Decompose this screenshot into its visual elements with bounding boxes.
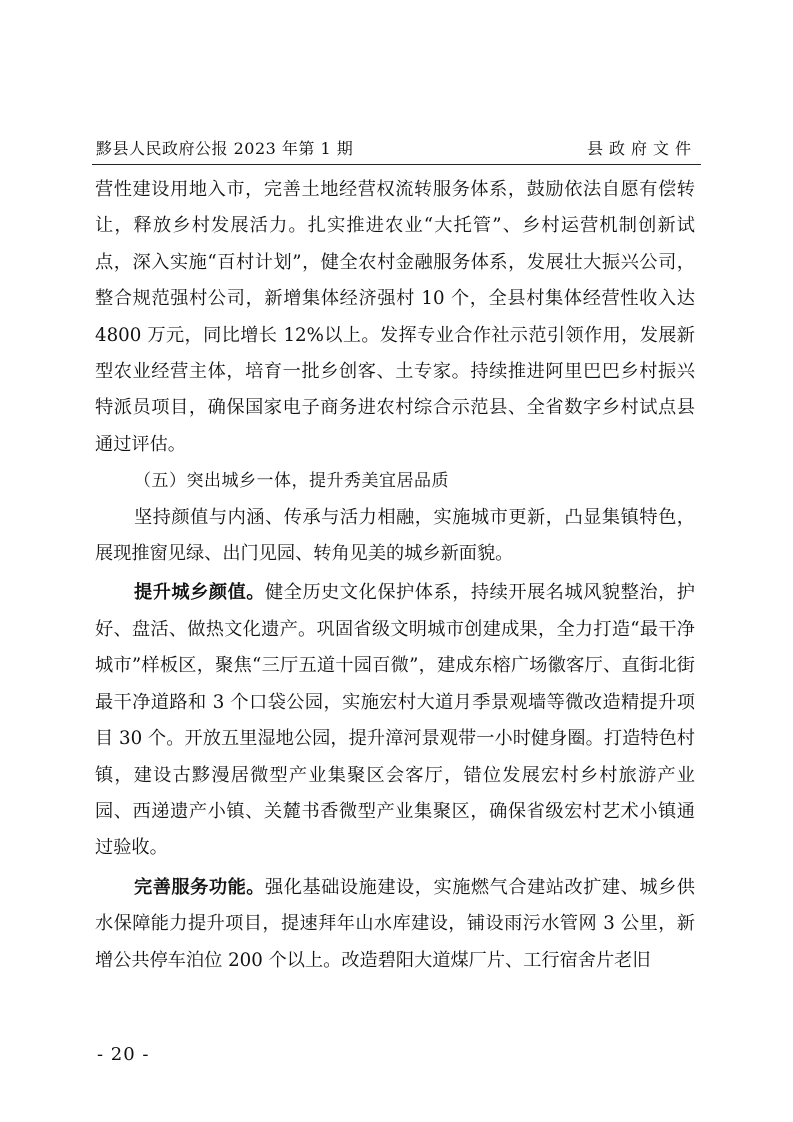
paragraph-body: 健全历史文化保护体系，持续开展名城风貌整治，护好、盘活、做热文化遗产。巩固省级文明城市创建成果，全力打造“最干净城市”样板区，聚焦“三厅五道十园百微”，建成东榕广场徽客厅、直街北街最干净道路和 3 个口袋公园，实施宏村大道月季景观墙等微改造精提升项目 30 个。开放五里湿地公园，提升漳河景观带一小时健身圈。打造特色村镇，建设古黟漫居微型产业集聚区会客厅，错位发展宏村乡村旅游产业园、西递遗产小镇、关麓书香微型产业集聚区，确保省级宏村艺术小镇通过验收。 xyxy=(95,582,695,859)
paragraph-service-functions xyxy=(95,870,695,979)
publication-title: 黟县人民政府公报 2023 年第 1 期 xyxy=(96,139,354,158)
paragraph-lead: 完善服务功能。 xyxy=(134,876,266,898)
paragraph-urban-rural-intro: 坚持颜值与内涵、传承与活力相融，实施城市更新，凸显集镇特色，展现推窗见绿、出门见园、转角见美的城乡新面貌。 xyxy=(95,506,695,565)
paragraph-continued: 营性建设用地入市，完善土地经营权流转服务体系，鼓励依法自愿有偿转让，释放乡村发展活力。扎实推进农业“大托管”、乡村运营机制创新试点，深入实施“百村计划”，健全农村金融服务体系，发展壮大振兴公司，整合规范强村公司，新增集体经济强村 10 个，全县村集体经营性收入达 4800 万元，同比增长 12%以上。发挥专业合作社示范引领作用，发展新型农业经营主体，培育一批乡创客、土专家。持续推进阿里巴巴乡村振兴特派员项目，确保国家电子商务进农村综合示范县、全省数字乡村试点县通过评估。 xyxy=(95,179,695,455)
section-heading-5: （五）突出城乡一体，提升秀美宜居品质 xyxy=(134,471,449,492)
paragraph-body: 强化基础设施建设，实施燃气合建站改扩建、城乡供水保障能力提升项目，提速拜年山水库建设，铺设雨污水管网 3 公里，新增公共停车泊位 200 个以上。改造碧阳大道煤厂片、工行宿舍片老旧 xyxy=(95,876,695,971)
page-number: - 20 - xyxy=(97,1044,150,1065)
section-title: 县政府文件 xyxy=(586,139,697,158)
paragraph-lead: 提升城乡颜值。 xyxy=(134,582,266,604)
document-body xyxy=(95,172,695,979)
paragraph-improve-appearance xyxy=(95,575,695,866)
running-header xyxy=(92,138,701,165)
